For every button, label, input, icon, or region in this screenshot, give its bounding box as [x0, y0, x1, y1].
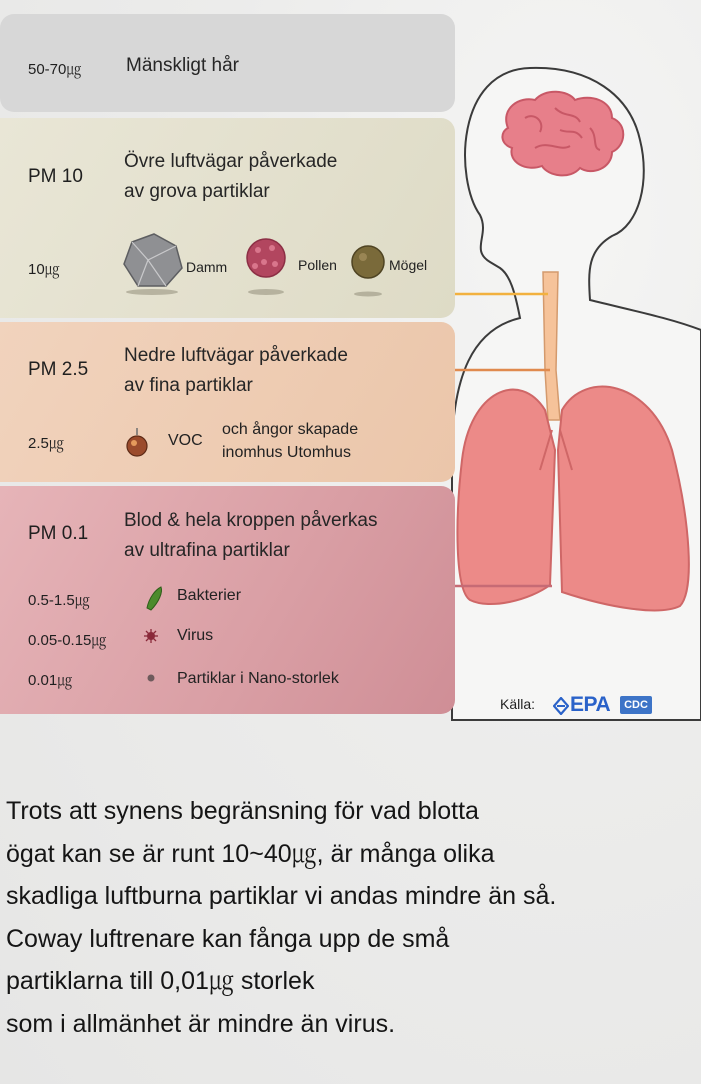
- pm10-desc-line2: av grova partiklar: [124, 181, 270, 202]
- mold-label: Mögel: [389, 257, 428, 273]
- description-line: som i allmänhet är mindre än virus.: [6, 1009, 396, 1038]
- nano-particle-icon: [146, 673, 156, 683]
- virus-label: Virus: [177, 627, 214, 644]
- pm01-title: PM 0.1: [28, 523, 89, 544]
- lungs-icon: [457, 387, 688, 611]
- pm10-desc-line1: Övre luftvägar påverkade: [124, 151, 338, 172]
- description-paragraph: [6, 790, 696, 1045]
- bacteria-icon: [143, 584, 165, 612]
- epa-logo-icon: [553, 697, 569, 715]
- description-line: partiklarna till 0,01㎍ storlek: [6, 967, 315, 995]
- brain-icon: [502, 92, 623, 176]
- voc-label: VOC: [168, 432, 203, 449]
- bacteria-label: Bakterier: [177, 587, 242, 604]
- mold-icon: [350, 244, 386, 298]
- virus-icon: [143, 628, 159, 644]
- voc-particle-icon: [124, 426, 150, 460]
- pm25-desc-line2: av fina partiklar: [124, 375, 253, 396]
- pm01-desc-line1: Blod & hela kroppen påverkas: [124, 510, 378, 531]
- virus-size: 0.05-0.15㎍: [28, 632, 107, 649]
- dust-icon: [118, 230, 186, 296]
- pm25-size: 2.5㎍: [28, 435, 64, 452]
- pollen-icon: [242, 234, 290, 296]
- dust-label: Damm: [186, 259, 228, 275]
- cdc-logo: CDC: [620, 696, 652, 714]
- description-line: Coway luftrenare kan fånga upp de små: [6, 924, 450, 953]
- pm10-title: PM 10: [28, 166, 83, 187]
- nano-size: 0.01㎍: [28, 672, 73, 689]
- pm01-desc-line2: av ultrafina partiklar: [124, 540, 290, 561]
- pm25-desc-line1: Nedre luftvägar påverkade: [124, 345, 348, 366]
- nano-label: Partiklar i Nano-storlek: [177, 670, 339, 687]
- description-line: ögat kan se är runt 10~40㎍, är många olika: [6, 839, 495, 868]
- bacteria-size: 0.5-1.5㎍: [28, 592, 90, 609]
- source-label: Källa:: [500, 696, 536, 712]
- voc-note-line1: och ångor skapade: [222, 421, 359, 438]
- pm25-title: PM 2.5: [28, 359, 89, 380]
- description-line: skadliga luftburna partiklar vi andas mindre än så.: [6, 882, 557, 910]
- hair-label: Mänskligt hår: [126, 55, 239, 76]
- pollen-label: Pollen: [298, 257, 337, 273]
- voc-note-line2: inomhus Utomhus: [222, 444, 351, 461]
- hair-size: 50-70㎍: [28, 61, 82, 78]
- epa-logo: EPA: [570, 693, 611, 716]
- description-line: Trots att synens begränsning för vad blotta: [6, 797, 479, 825]
- pm10-size: 10㎍: [28, 261, 60, 278]
